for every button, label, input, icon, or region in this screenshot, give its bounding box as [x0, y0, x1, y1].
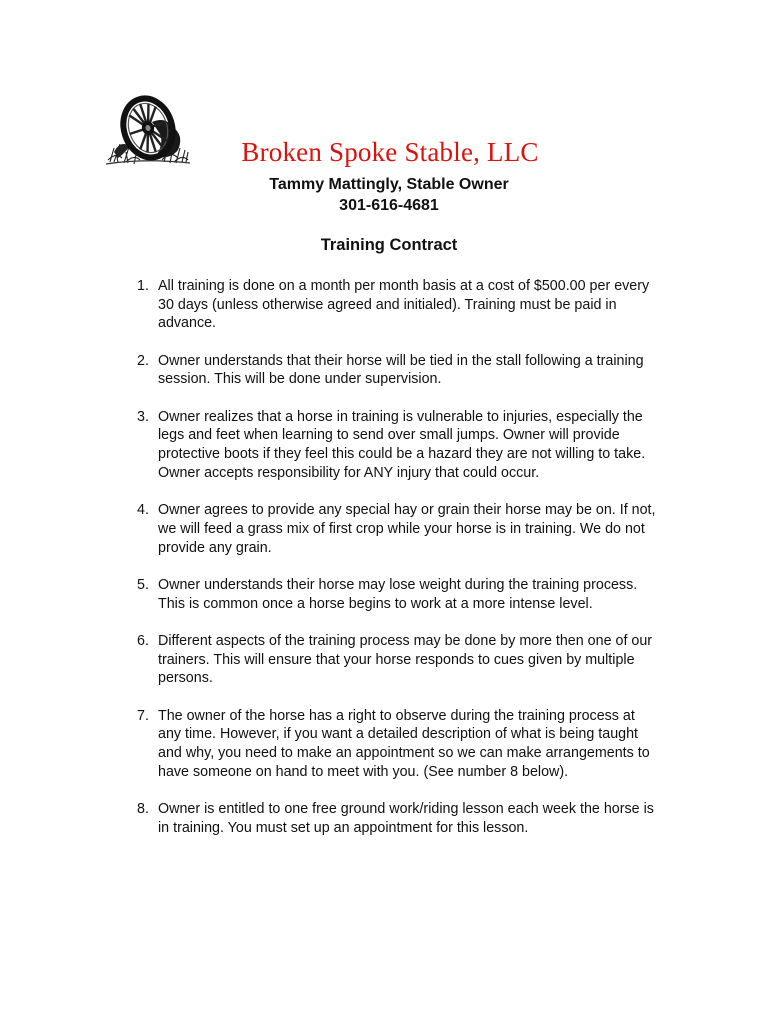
term-number: 7.	[137, 707, 149, 724]
term-number: 3.	[137, 408, 149, 425]
term-item	[137, 408, 659, 483]
term-item	[137, 800, 659, 837]
term-item	[137, 277, 659, 333]
term-number: 8.	[137, 800, 149, 817]
term-text: Owner agrees to provide any special hay or grain their horse may be on. If not, we will feed a grass mix of first crop while your horse is in training. We do not provide any grain.	[158, 502, 656, 556]
term-number: 2.	[137, 352, 149, 369]
term-text: Different aspects of the training process may be done by more then one of our trainers. This will ensure that your horse responds to cues given by multiple persons.	[158, 632, 653, 687]
term-text: Owner understands their horse may lose weight during the training process. This is common once a horse begins to work at a more intense level.	[158, 576, 638, 612]
term-number: 1.	[137, 278, 149, 294]
term-item	[137, 501, 659, 557]
term-text: The owner of the horse has a right to observe during the training process at any time. However, if you want a detailed description of what is being taught and why, you need to make an appointment so we can make arrangements to have someone on hand to meet with you. (See number 8 below).	[158, 707, 650, 780]
term-item	[137, 707, 659, 782]
company-name: Broken Spoke Stable, LLC	[241, 137, 539, 167]
term-number: 6.	[137, 632, 149, 649]
term-text: Owner is entitled to one free ground work/riding lesson each week the horse is in training. You must set up an appointment for this lesson.	[158, 800, 654, 836]
term-item	[137, 576, 659, 613]
term-text: Owner realizes that a horse in training is vulnerable to injuries, especially the legs and feet when learning to send over small jumps. Owner will provide protective boots if they feel this could be a hazard they are not willing to take. Owner accepts responsibility for ANY injury that could occur.	[158, 408, 646, 481]
owner-line: Tammy Mattingly, Stable Owner	[269, 176, 509, 193]
term-number: 5.	[137, 576, 149, 593]
term-item	[137, 352, 659, 389]
term-text: All training is done on a month per month basis at a cost of $500.00 per every 30 days (unless otherwise agreed and initialed). Training must be paid in advance.	[158, 278, 650, 332]
phone-number: 301-616-4681	[339, 197, 439, 214]
term-item	[137, 632, 659, 688]
term-text: Owner understands that their horse will be tied in the stall following a training session. This will be done under supervision.	[158, 352, 644, 388]
terms-list	[137, 277, 659, 856]
document-title: Training Contract	[320, 236, 458, 254]
term-number: 4.	[137, 502, 149, 519]
